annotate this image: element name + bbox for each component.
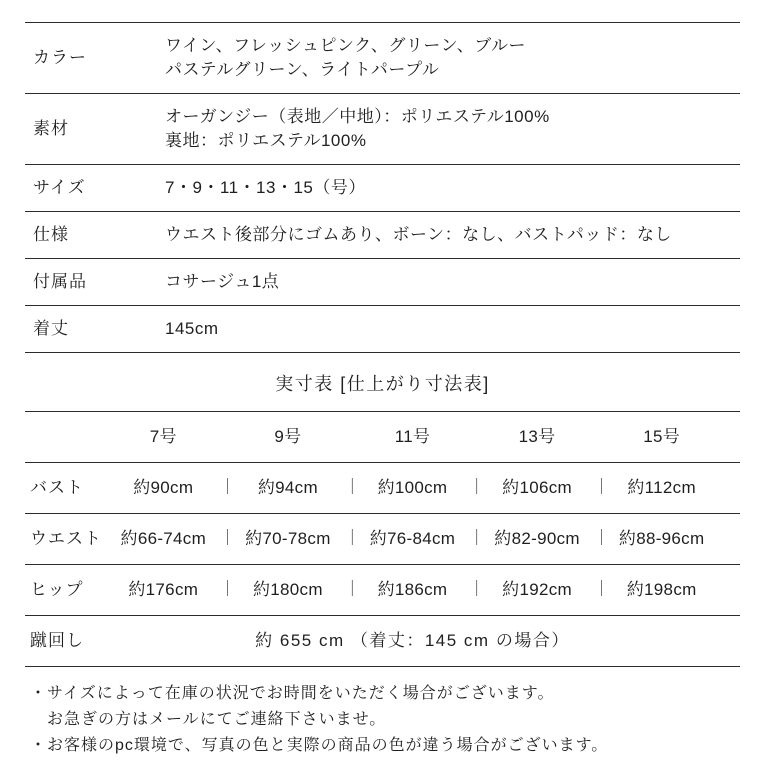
measurement-label-waist: ウエスト <box>30 529 102 548</box>
measurement-value: 約198cm <box>626 580 697 599</box>
spec-row-material <box>25 93 740 164</box>
column-separator: ｜ <box>468 581 485 598</box>
measurement-value: 約100cm <box>377 478 448 497</box>
column-separator: ｜ <box>344 479 361 496</box>
spec-value-line: 145cm <box>165 319 219 338</box>
measurement-values <box>107 527 740 551</box>
measurement-value: 約76-84cm <box>369 529 456 548</box>
spec-label-features: 仕様 <box>33 225 69 244</box>
spec-value-line: パステルグリーン、ライトパープル <box>165 60 440 79</box>
measurement-value: 約90cm <box>133 478 194 497</box>
measurement-table <box>25 411 740 667</box>
size-column-header: 13号 <box>518 427 556 446</box>
spec-value-line: 裏地：ポリエステル100% <box>165 131 367 150</box>
spec-value-line: 7・9・11・13・15（号） <box>165 178 366 197</box>
column-separator: ｜ <box>219 581 236 598</box>
spec-value-material <box>165 105 740 153</box>
spec-label-length: 着丈 <box>33 319 69 338</box>
spec-value-size <box>165 176 740 200</box>
footnotes <box>25 667 740 759</box>
size-column-header: 11号 <box>394 427 431 446</box>
measurement-value: 約66-74cm <box>120 529 207 548</box>
measurement-row-waist <box>25 513 740 564</box>
measurement-row-bust <box>25 462 740 513</box>
spec-label-accessories: 付属品 <box>33 272 87 291</box>
spec-row-features <box>25 211 740 258</box>
product-spec-table <box>25 22 740 353</box>
spec-label-material: 素材 <box>33 119 69 138</box>
measurement-label-bust: バスト <box>30 478 84 497</box>
column-separator: ｜ <box>468 479 485 496</box>
measurement-table-title: 実寸表 [仕上がり寸法表] <box>275 374 490 394</box>
measurement-value: 約88-96cm <box>618 529 705 548</box>
size-column-header: 15号 <box>643 427 681 446</box>
measurement-value: 約82-90cm <box>494 529 580 548</box>
column-separator: ｜ <box>593 479 610 496</box>
measurement-value: 約180cm <box>252 580 323 599</box>
footnote-color-difference: ・お客様のpc環境で、写真の色と実際の商品の色が違う場合がございます。 <box>30 737 609 754</box>
spec-row-length <box>25 305 740 352</box>
size-column-header: 9号 <box>274 427 302 446</box>
spec-row-size <box>25 164 740 211</box>
spec-label-color: カラー <box>33 48 87 67</box>
column-separator: ｜ <box>344 581 361 598</box>
measurement-values <box>107 578 740 602</box>
spec-value-line: ウエスト後部分にゴムあり、ボーン：なし、バストパッド：なし <box>165 225 672 244</box>
spec-value-features <box>165 223 740 247</box>
measurement-value: 約192cm <box>502 580 572 599</box>
measurement-label-hem: 蹴回し <box>30 631 84 650</box>
footnote-stock-contact: お急ぎの方はメールにてご連絡下さいませ。 <box>30 711 387 728</box>
measurement-values <box>107 476 740 500</box>
measurement-value: 約112cm <box>627 478 696 497</box>
spec-value-line: コサージュ1点 <box>165 272 280 291</box>
measurement-label-hip: ヒップ <box>30 580 84 599</box>
column-separator: ｜ <box>344 530 361 547</box>
spec-row-color <box>25 22 740 93</box>
spec-value-length <box>165 317 740 341</box>
spec-value-accessories <box>165 270 740 294</box>
spec-value-line: ワイン、フレッシュピンク、グリーン、ブルー <box>165 36 527 55</box>
measurement-value: 約94cm <box>257 478 318 497</box>
measurement-value: 約186cm <box>377 580 448 599</box>
measurement-header-row <box>25 411 740 462</box>
spec-row-accessories <box>25 258 740 305</box>
measurement-row-hem <box>25 615 740 666</box>
measurement-header-cols <box>107 425 740 449</box>
column-separator: ｜ <box>593 581 610 598</box>
measurement-hem-value: 約 655 cm （着丈：145 cm の場合） <box>255 631 570 650</box>
footnote-stock: ・サイズによって在庫の状況でお時間をいただく場合がございます。 <box>30 685 555 702</box>
column-separator: ｜ <box>219 479 236 496</box>
measurement-value: 約106cm <box>502 478 572 497</box>
column-separator: ｜ <box>219 530 236 547</box>
column-separator: ｜ <box>468 530 485 547</box>
measurement-value: 約70-78cm <box>245 529 331 548</box>
size-column-header: 7号 <box>149 427 177 446</box>
spec-label-size: サイズ <box>33 178 86 197</box>
spec-value-line: オーガンジー（表地／中地）：ポリエステル100% <box>165 107 550 126</box>
column-separator: ｜ <box>593 530 610 547</box>
measurement-value: 約176cm <box>128 580 199 599</box>
spec-value-color <box>165 34 740 82</box>
measurement-row-hip <box>25 564 740 615</box>
